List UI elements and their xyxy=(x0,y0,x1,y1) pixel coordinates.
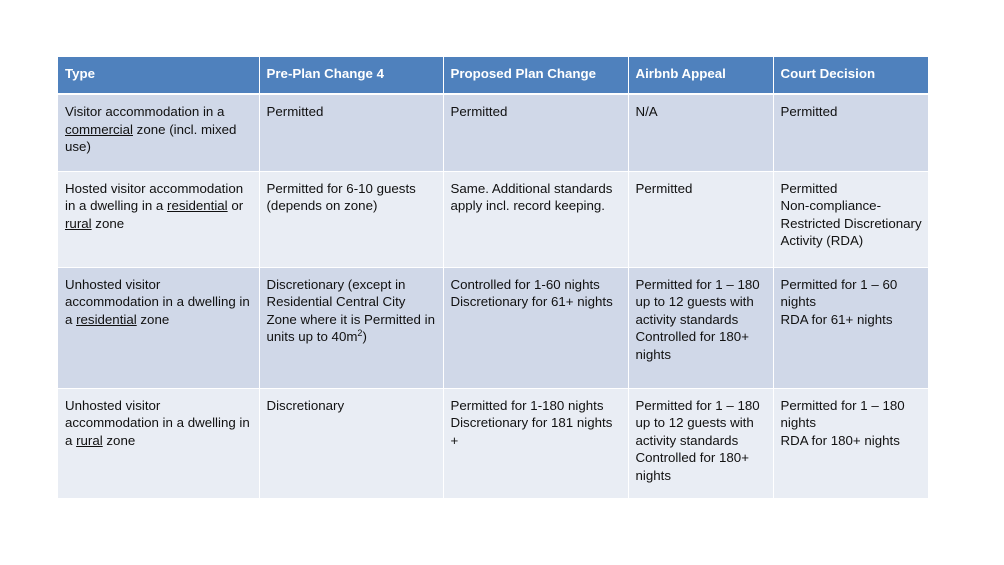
court-decision-cell: Permitted xyxy=(773,94,928,171)
zone-name: residential xyxy=(76,311,137,327)
court-decision-cell: Permitted Non-compliance- Restricted Discretionary Activity (RDA) xyxy=(773,171,928,267)
visitor-accommodation-table xyxy=(58,57,928,499)
zone-name: rural xyxy=(65,215,92,231)
header-pre-plan-change: Pre-Plan Change 4 xyxy=(259,57,443,94)
pre-plan-change-cell: Permitted xyxy=(259,94,443,171)
airbnb-appeal-cell: Permitted xyxy=(628,171,773,267)
header-row xyxy=(58,57,928,94)
type-cell: Hosted visitor accommodation in a dwelling in a residential or rural zone xyxy=(58,171,259,267)
court-decision-cell: Permitted for 1 – 180 nights RDA for 180+ nights xyxy=(773,388,928,498)
airbnb-appeal-cell: Permitted for 1 – 180 up to 12 guests with activity standards Controlled for 180+ nights xyxy=(628,267,773,388)
proposed-plan-change-cell: Same. Additional standards apply incl. record keeping. xyxy=(443,171,628,267)
table-row xyxy=(58,267,928,388)
zone-name: residential xyxy=(167,198,228,214)
proposed-plan-change-cell: Permitted xyxy=(443,94,628,171)
zone-name: rural xyxy=(76,432,103,448)
header-proposed-plan-change: Proposed Plan Change xyxy=(443,57,628,94)
pre-plan-change-cell: Permitted for 6-10 guests (depends on zone) xyxy=(259,171,443,267)
airbnb-appeal-cell: N/A xyxy=(628,94,773,171)
table-row xyxy=(58,94,928,171)
proposed-plan-change-cell: Controlled for 1-60 nights Discretionary for 61+ nights xyxy=(443,267,628,388)
court-decision-cell: Permitted for 1 – 60 nights RDA for 61+ nights xyxy=(773,267,928,388)
type-cell: Visitor accommodation in a commercial zone (incl. mixed use) xyxy=(58,94,259,171)
table-row xyxy=(58,388,928,498)
pre-plan-change-cell: Discretionary (except in Residential Central City Zone where it is Permitted in units up to $40m^2$) xyxy=(259,267,443,388)
header-airbnb-appeal: Airbnb Appeal xyxy=(628,57,773,94)
proposed-plan-change-cell: Permitted for 1-180 nights Discretionary for 181 nights + xyxy=(443,388,628,498)
type-cell: Unhosted visitor accommodation in a dwelling in a residential zone xyxy=(58,267,259,388)
airbnb-appeal-cell: Permitted for 1 – 180 up to 12 guests with activity standards Controlled for 180+ nights xyxy=(628,388,773,498)
table-row xyxy=(58,171,928,267)
header-type: Type xyxy=(58,57,259,94)
pre-plan-change-cell: Discretionary xyxy=(259,388,443,498)
zone-name: commercial xyxy=(65,121,133,137)
header-court-decision: Court Decision xyxy=(773,57,928,94)
type-cell: Unhosted visitor accommodation in a dwelling in a rural zone xyxy=(58,388,259,498)
